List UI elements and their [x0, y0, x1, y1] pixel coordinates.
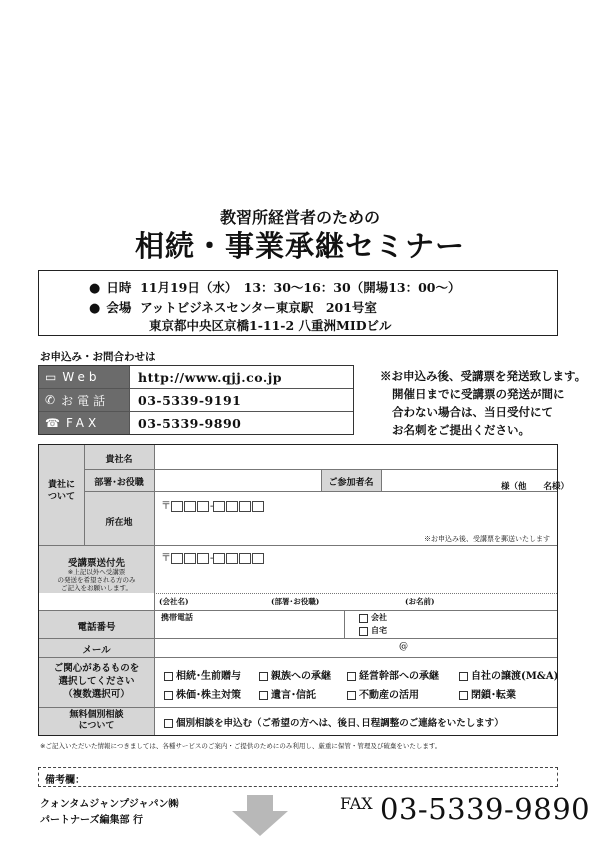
checkbox-icon	[459, 672, 468, 681]
attendee-label: ご参加者名	[328, 478, 374, 488]
phone-number: 03-5339-9191	[129, 389, 353, 411]
contact-label-phone: お電話	[61, 393, 110, 408]
postal-separator: -	[210, 501, 214, 512]
notice-text: ※お申込み後、受講票を発送致します。 開催日までに受講票の発送が間に 合わない場合は、当日受付にて お名刺をご提出ください。	[380, 369, 587, 437]
fax-number-contact: 03-5339-9890	[129, 412, 353, 434]
attendee-input[interactable]	[382, 470, 502, 490]
publisher-department: パートナーズ編集部 行	[40, 815, 143, 826]
venue-value: アットビジネスセンター東京駅 201号室	[140, 300, 377, 315]
company-name-input[interactable]	[155, 446, 555, 468]
sama-text: 様（他 名様）	[501, 482, 570, 492]
postal-mark: 〒	[161, 501, 171, 512]
fax-number: 03-5339-9890	[380, 792, 591, 826]
phone-icon: ✆	[45, 393, 56, 407]
mail-note: ※お申込み後、受講票を郵送いたします	[424, 535, 550, 543]
interest-option[interactable]: 親族への承継	[259, 667, 331, 682]
date-value: 11月19日（水） 13：30〜16：30（開場13：00〜）	[140, 280, 461, 295]
checkbox-icon	[259, 672, 268, 681]
seminar-title: 相続・事業承継セミナー	[134, 229, 465, 263]
checkbox-icon	[459, 691, 468, 700]
address-label: 所在地	[105, 518, 133, 528]
interest-option[interactable]: 株価･株主対策	[164, 686, 241, 701]
interest-option[interactable]: 閉鎖･転業	[459, 686, 516, 701]
company-name-label: 貴社名	[105, 455, 133, 465]
checkbox-icon	[347, 691, 356, 700]
checkbox-icon	[259, 691, 268, 700]
checkbox-icon	[347, 672, 356, 681]
checkbox-icon	[164, 719, 173, 728]
checkbox-icon	[164, 672, 173, 681]
interest-option[interactable]: 遺言･信託	[259, 686, 316, 701]
contact-row-fax	[39, 412, 353, 434]
email-input[interactable]	[155, 639, 555, 656]
contact-label-fax: FAX	[65, 416, 101, 430]
bullet-icon: ●	[89, 281, 101, 296]
department-label: 部署･お役職	[94, 478, 144, 488]
date-label: 日時	[106, 280, 132, 295]
contact-table	[38, 365, 354, 435]
contact-heading: お申込み・お問合わせは	[40, 351, 156, 363]
checkbox-icon	[359, 627, 368, 636]
ticket-destination-label: 受講票送付先	[67, 558, 125, 569]
company-group-label: 貴社に ついて	[47, 480, 75, 502]
contact-label-web: Web	[62, 370, 101, 384]
mobile-label: 携帯電話	[161, 612, 193, 622]
phone-label: 電話番号	[77, 622, 116, 633]
contact-row-web	[39, 366, 353, 389]
checkbox-icon	[164, 691, 173, 700]
ticket-postal-code-field[interactable]: 〒 -	[161, 549, 265, 564]
venue-label: 会場	[106, 300, 132, 315]
venue-line	[89, 298, 377, 316]
email-label: メール	[82, 645, 111, 656]
checkbox-icon	[359, 614, 368, 623]
interest-option[interactable]: 自社の譲渡(M&A)	[459, 667, 558, 682]
monitor-icon: ▭	[45, 370, 57, 384]
interest-option[interactable]: 経営幹部への承継	[347, 667, 439, 682]
application-form	[38, 444, 570, 736]
interest-option[interactable]: 相続･生前贈与	[164, 667, 241, 682]
seminar-subtitle: 教習所経営者のための	[219, 208, 380, 227]
sub-label-name: (お名前)	[405, 597, 435, 606]
fax-icon: ☎	[45, 416, 60, 430]
interest-option[interactable]: 不動産の活用	[347, 686, 419, 701]
privacy-footnote: ※ご記入いただいた情報につきましては、各種サービスのご案内・ご提供のためにのみ利用し、厳重に保管・管理及び破棄をいたします。	[40, 742, 442, 750]
remarks-label: 備考欄：	[45, 775, 85, 786]
ticket-destination-note: ※上記以外へ受講票 の発送を希望される方のみ ご記入をお願いします。	[57, 568, 136, 592]
interest-label: ご関心があるものを 選択してください （複数選択可）	[53, 663, 140, 700]
phone-input[interactable]	[155, 611, 343, 637]
contact-row-phone	[39, 389, 353, 412]
consult-option[interactable]: 個別相談を申込む（ご希望の方へは、後日､日程調整のご連絡をいたします）	[164, 715, 504, 729]
remarks-field[interactable]	[38, 767, 558, 787]
postal-code-field[interactable]	[161, 497, 265, 512]
sub-label-company: (会社名)	[159, 597, 189, 606]
date-line	[89, 278, 461, 296]
fax-label: FAX	[340, 794, 373, 813]
consult-label: 無料個別相談 について	[69, 710, 124, 731]
sub-label-department: (部署･お役職)	[271, 597, 320, 606]
event-info-box	[38, 270, 558, 336]
publisher-company: クォンタムジャンプジャパン㈱	[40, 799, 179, 810]
down-arrow-icon	[230, 795, 290, 837]
venue-address: 東京都中央区京橋1-11-2 八重洲MIDビル	[149, 318, 392, 333]
department-input[interactable]	[155, 470, 320, 490]
phone-option-company[interactable]: 会社	[359, 612, 387, 623]
website-link[interactable]: http://www.qjj.co.jp	[129, 366, 353, 388]
bullet-icon: ●	[89, 301, 101, 316]
at-mark: @	[399, 642, 408, 652]
phone-option-home[interactable]: 自宅	[359, 625, 387, 636]
